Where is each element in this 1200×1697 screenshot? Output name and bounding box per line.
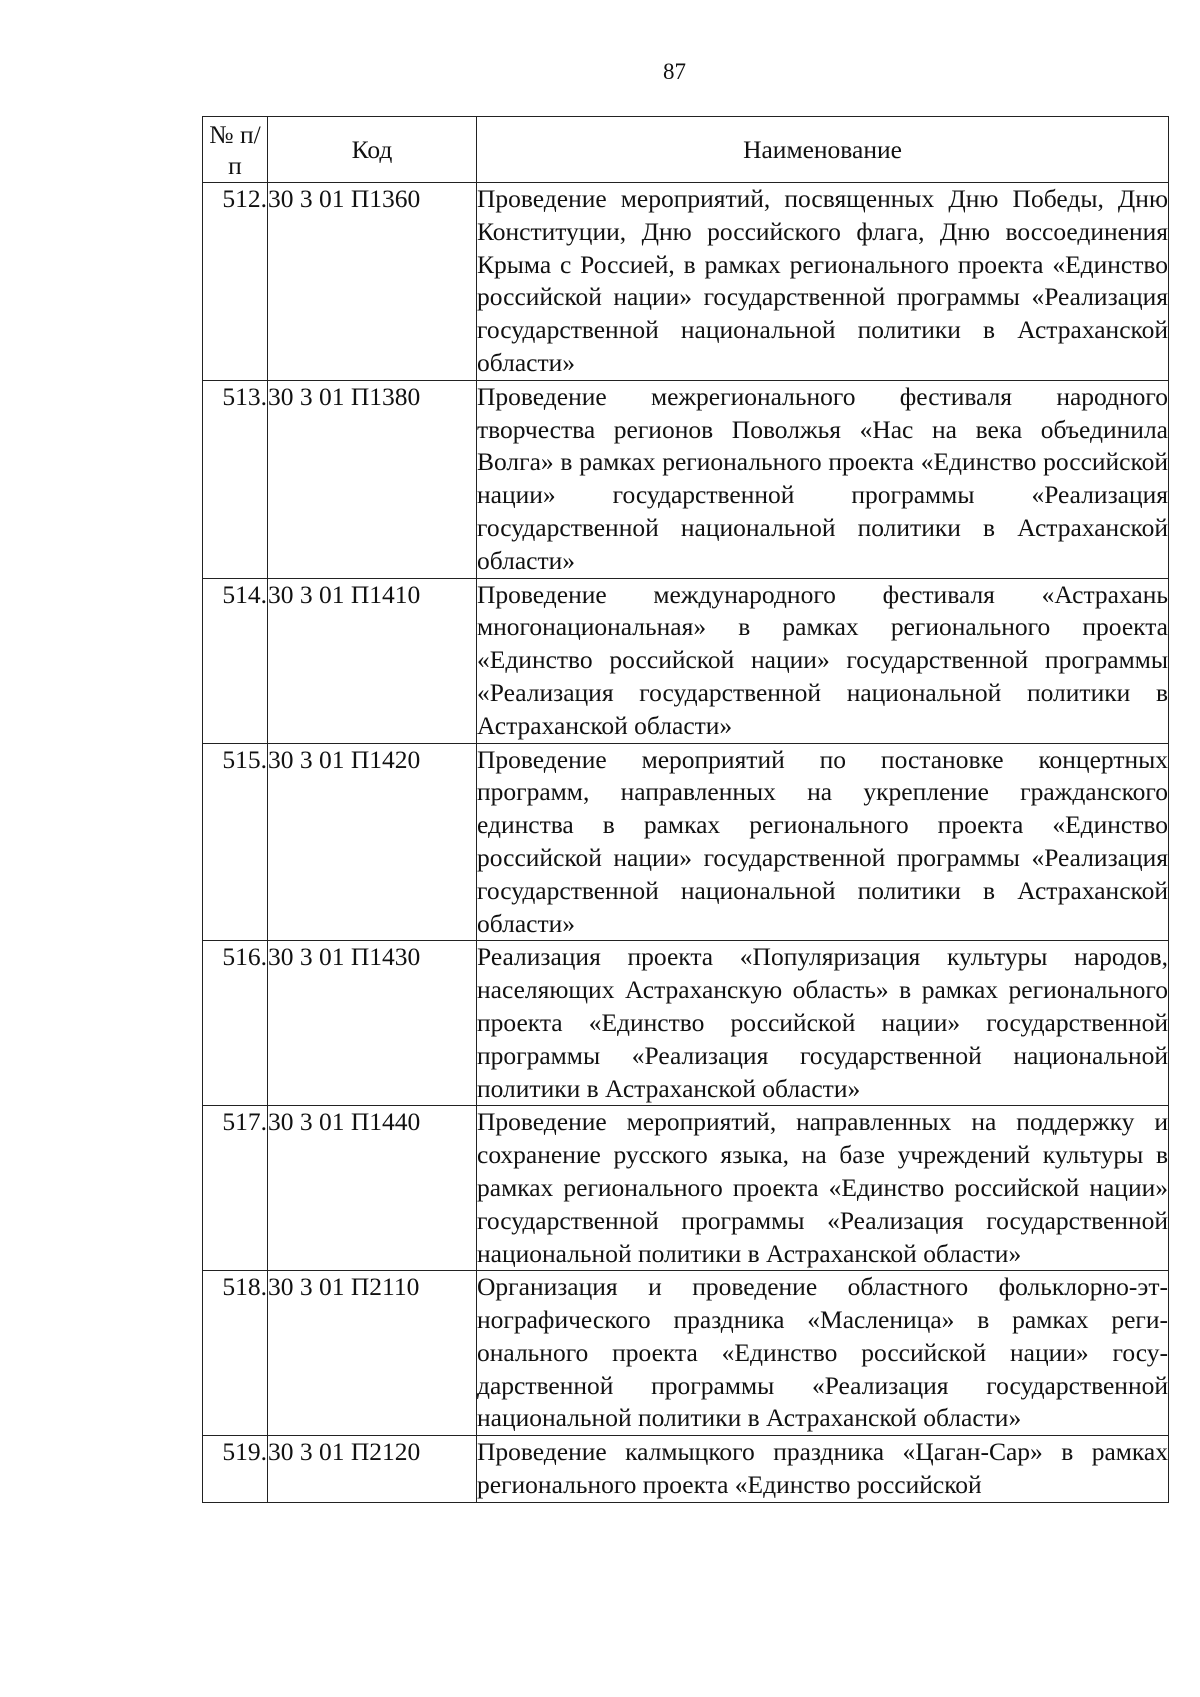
row-code: 30 3 01 П2110 xyxy=(268,1271,477,1436)
table-row xyxy=(203,1271,1169,1436)
row-name: Реализация проекта «Популяризация культуры народов, населяющих Астраханскую область» в рамках регионального проекта «Единство российской нации» государственной программы «Реализация государственной национальной политики в Астраханской области» xyxy=(477,941,1169,1106)
row-num: 518. xyxy=(203,1271,268,1436)
table-row xyxy=(203,1436,1169,1503)
row-name: Проведение мероприятий, посвященных Дню Победы, Дню Конституции, Дню российского флага, Дню воссоединения Крыма с Россией, в рамках регионального проекта «Единство российской нации» государственной программы «Реализация государственной национальной политики в Астраханской области» xyxy=(477,183,1169,381)
table-row xyxy=(203,578,1169,743)
header-name: Наименование xyxy=(477,117,1169,183)
table-row xyxy=(203,941,1169,1106)
row-num: 515. xyxy=(203,743,268,941)
row-code: 30 3 01 П1360 xyxy=(268,183,477,381)
table-row xyxy=(203,743,1169,941)
budget-code-table xyxy=(202,116,1169,1503)
header-num: № п/п xyxy=(203,117,268,183)
row-code: 30 3 01 П1410 xyxy=(268,578,477,743)
row-name: Проведение международного фестиваля «Астрахань многонациональная» в рамках регионального проекта «Единство российской нации» государственной программы «Реализация государственной национальной политики в Астраханской области» xyxy=(477,578,1169,743)
page-number: 87 xyxy=(663,59,686,84)
row-num: 517. xyxy=(203,1106,268,1271)
header-code: Код xyxy=(268,117,477,183)
row-num: 512. xyxy=(203,183,268,381)
table-row xyxy=(203,380,1169,578)
row-code: 30 3 01 П2120 xyxy=(268,1436,477,1503)
row-num: 514. xyxy=(203,578,268,743)
row-num: 516. xyxy=(203,941,268,1106)
row-num: 513. xyxy=(203,380,268,578)
row-code: 30 3 01 П1440 xyxy=(268,1106,477,1271)
row-name: Проведение межрегионального фестиваля народного творчества регионов Поволжья «Нас на века объединила Волга» в рамках регионального проекта «Единство российской нации» государственной программы «Реализация государственной национальной политики в Астраханской области» xyxy=(477,380,1169,578)
row-name: Проведение мероприятий, направленных на поддержку и сохранение русского языка, на базе учреждений культуры в рамках регионального проекта «Единство российской нации» государственной программы «Реализация государственной национальной политики в Астраханской области» xyxy=(477,1106,1169,1271)
row-code: 30 3 01 П1430 xyxy=(268,941,477,1106)
row-name: Организация и проведение областного фольклорно-этнографического праздника «Масленица» в рамках регионального проекта «Единство российской нации» государственной программы «Реализация государственной национальной политики в Астраханской области» xyxy=(477,1271,1169,1436)
row-name: Проведение мероприятий по постановке концертных программ, направленных на укрепление гражданского единства в рамках регионального проекта «Единство российской нации» государственной программы «Реализация государственной национальной политики в Астраханской области» xyxy=(477,743,1169,941)
row-code: 30 3 01 П1380 xyxy=(268,380,477,578)
row-name: Проведение калмыцкого праздника «Цаган-Сар» в рамках регионального проекта «Единство российской xyxy=(477,1436,1169,1503)
table-header-row xyxy=(203,117,1169,183)
row-code: 30 3 01 П1420 xyxy=(268,743,477,941)
table-row xyxy=(203,183,1169,381)
row-num: 519. xyxy=(203,1436,268,1503)
table-row xyxy=(203,1106,1169,1271)
